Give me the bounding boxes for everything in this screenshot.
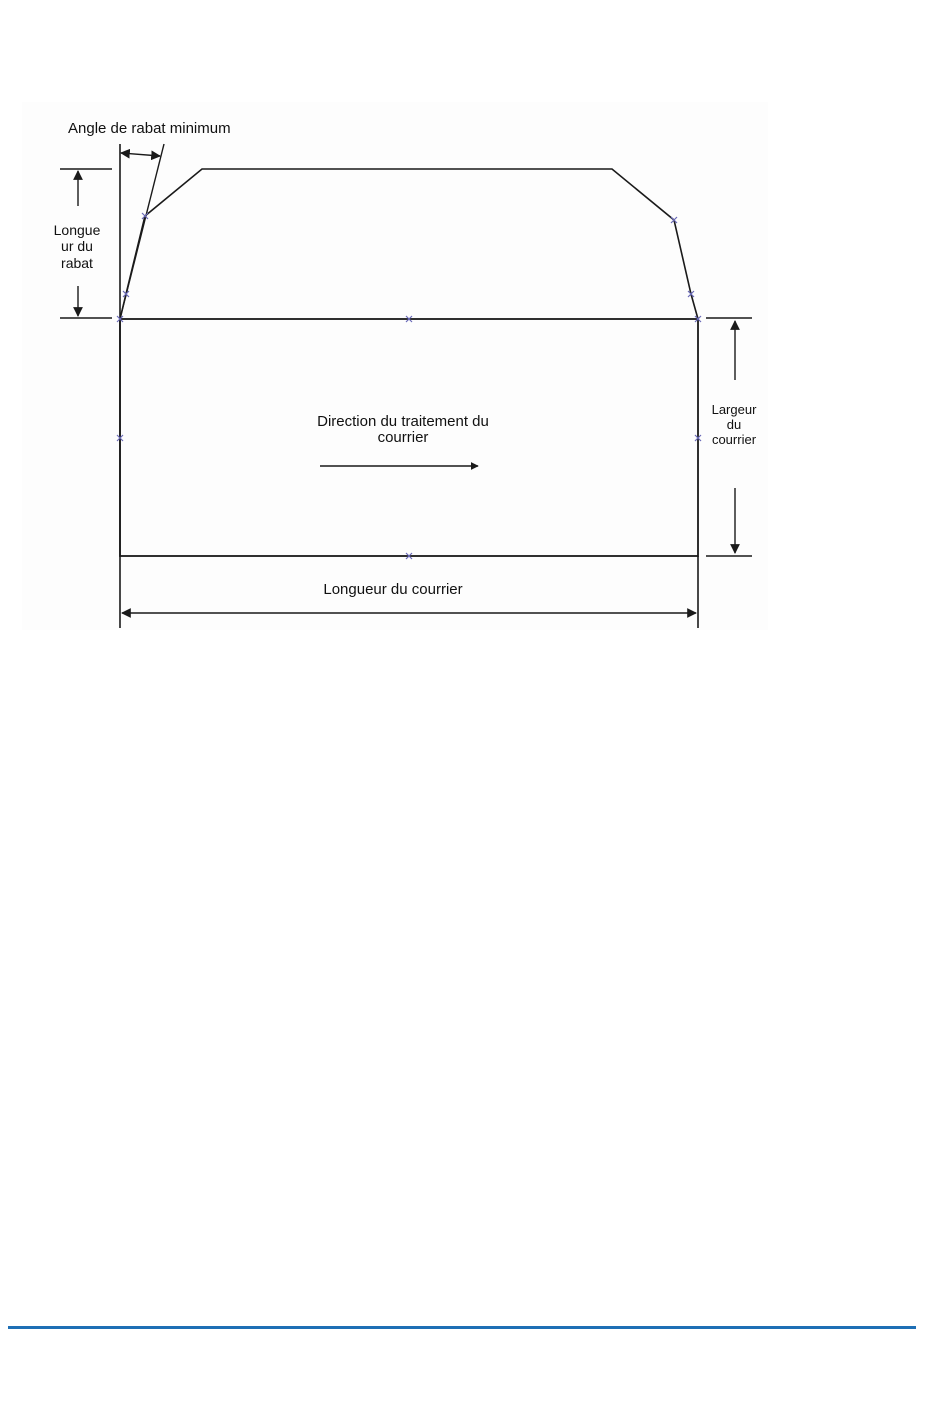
mail-length-label: Longueur du courrier xyxy=(323,581,463,598)
footer-rule xyxy=(8,1326,916,1329)
direction-label-line-1: Direction du traitement du xyxy=(317,413,489,430)
mail-width-label-line-2: du xyxy=(726,417,742,432)
angle-label: Angle de rabat minimum xyxy=(68,120,231,137)
flap-length-label-line-2: ur du xyxy=(61,238,93,254)
mail-width-label-line-1: Largeur xyxy=(711,402,757,417)
figure-background xyxy=(22,102,768,630)
mail-width-label-line-3: courrier xyxy=(711,432,757,447)
direction-label-line-2: courrier xyxy=(377,429,429,446)
flap-length-label-line-3: rabat xyxy=(61,255,93,271)
flap-length-label-line-1: Longue xyxy=(53,222,101,238)
